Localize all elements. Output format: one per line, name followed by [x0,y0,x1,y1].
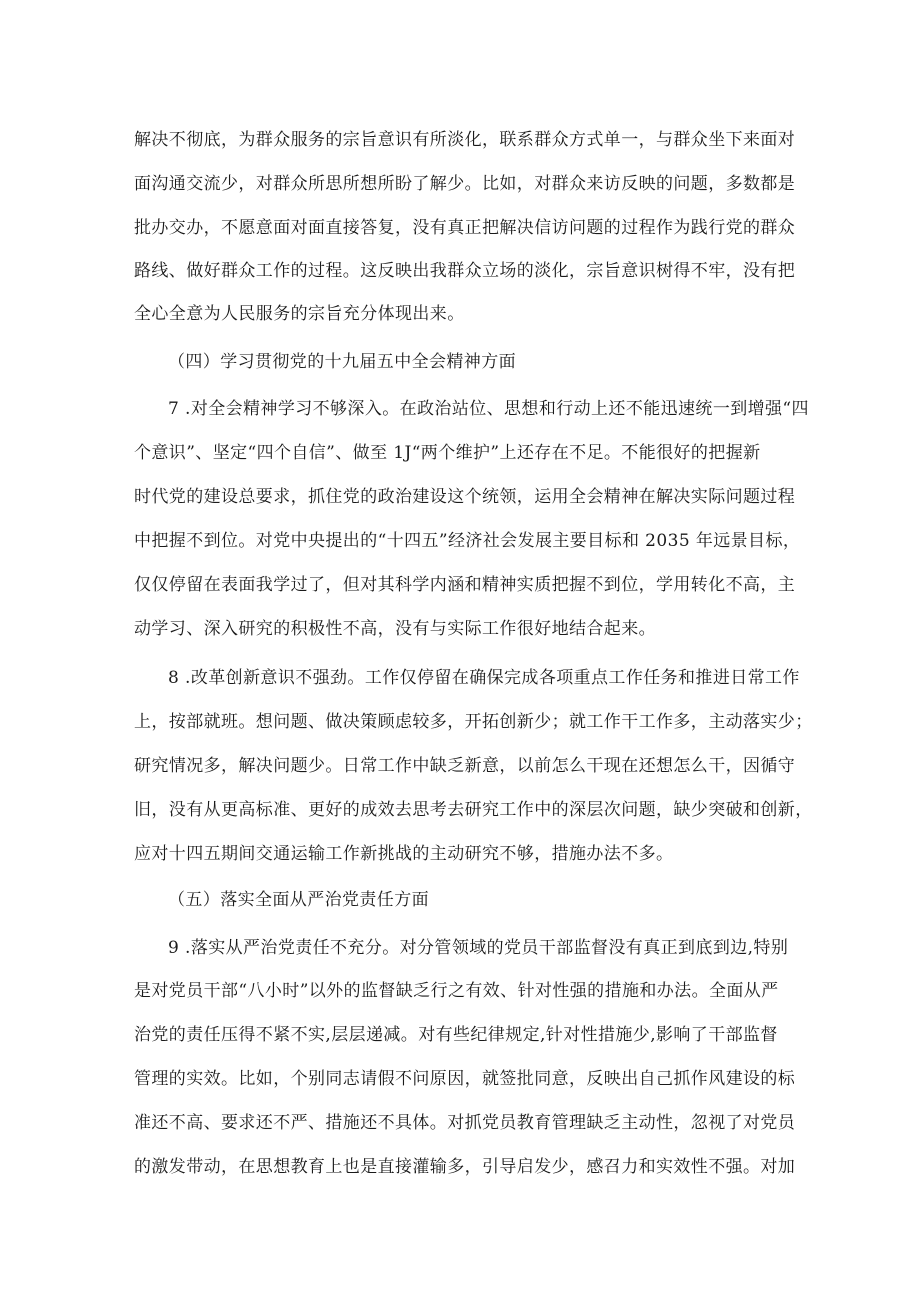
paragraph-line: 治党的责任压得不紧不实,层层递减。对有些纪律规定,针对性措施少,影响了干部监督 [134,1025,778,1045]
paragraph-line: 中把握不到位。对党中央提出的“十四五”经济社会发展主要目标和 2035 年远景目标， [134,531,801,551]
paragraph-line: 7 .对全会精神学习不够深入。在政治站位、思想和行动上还不能迅速统一到增强“四 [168,399,809,419]
paragraph-line: 面沟通交流少，对群众所思所想所盼了解少。比如，对群众来访反映的问题，多数都是 [134,174,796,194]
paragraph-line: 动学习、深入研究的积极性不高，没有与实际工作很好地结合起来。 [134,619,656,639]
paragraph-line: 准还不高、要求还不严、措施还不具体。对抓党员教育管理缺乏主动性，忽视了对党员 [134,1113,796,1133]
paragraph-line: 研究情况多，解决问题少。日常工作中缺乏新意，以前怎么干现在还想怎么干，因循守 [134,756,796,776]
paragraph-line: 8 .改革创新意识不强劲。工作仅停留在确保完成各项重点工作任务和推进日常工作 [168,668,800,688]
paragraph-line: 时代党的建设总要求，抓住党的政治建设这个统领，运用全会精神在解决实际问题过程 [134,487,796,507]
paragraph-line: 是对党员干部“八小时”以外的监督缺乏行之有效、针对性强的措施和办法。全面从严 [134,981,779,1001]
paragraph-line: 仅仅停留在表面我学过了，但对其科学内涵和精神实质把握不到位，学用转化不高，主 [134,575,796,595]
paragraph-line: 批办交办，不愿意面对面直接答复，没有真正把解决信访问题的过程作为践行党的群众 [134,218,796,238]
paragraph-line: 个意识”、坚定“四个自信”、做至 1J“两个维护”上还存在不足。不能很好的把握新 [134,443,761,463]
paragraph-line: 管理的实效。比如，个别同志请假不问原因，就签批同意，反映出自己抓作风建设的标 [134,1069,796,1089]
paragraph-line: 应对十四五期间交通运输工作新挑战的主动研究不够，措施办法不多。 [134,844,674,864]
paragraph-line: 的激发带动，在思想教育上也是直接灌输多，引导启发少，感召力和实效性不强。对加 [134,1157,796,1177]
section-heading: （四）学习贯彻党的十九届五中全会精神方面 [168,352,516,372]
section-heading: （五）落实全面从严治党责任方面 [168,890,429,910]
paragraph-line: 9 .落实从严治党责任不充分。对分管领域的党员干部监督没有真正到底到边,特别 [168,938,789,958]
paragraph-line: 全心全意为人民服务的宗旨充分体现出来。 [134,304,465,324]
paragraph-line: 上，按部就班。想问题、做决策顾虑较多，开拓创新少；就工作干工作多，主动落实少； [134,712,813,732]
paragraph-line: 路线、做好群众工作的过程。这反映出我群众立场的淡化，宗旨意识树得不牢，没有把 [134,261,796,281]
paragraph-line: 旧，没有从更高标准、更好的成效去思考去研究工作中的深层次问题，缺少突破和创新， [134,800,813,820]
paragraph-line: 解决不彻底，为群众服务的宗旨意识有所淡化，联系群众方式单一，与群众坐下来面对 [134,130,796,150]
